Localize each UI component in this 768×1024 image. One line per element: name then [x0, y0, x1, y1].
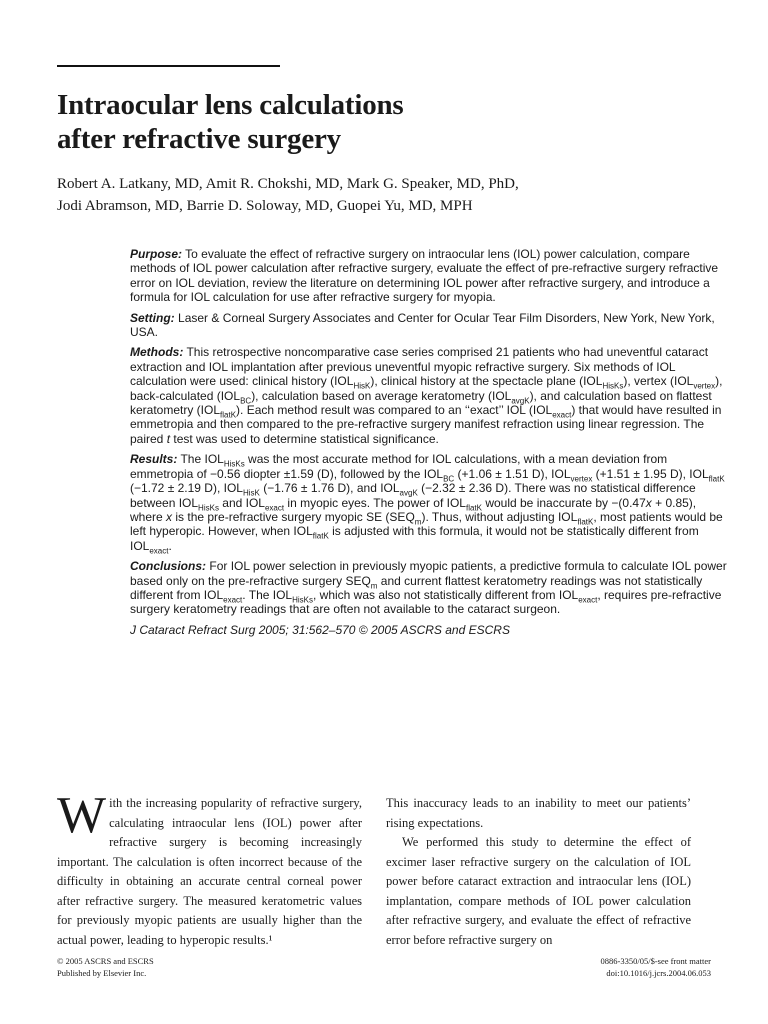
- abstract-results: [130, 452, 728, 556]
- body-column-left: [57, 787, 362, 950]
- footer-issn: 0886-3350/05/$-see front matter: [600, 956, 711, 966]
- methods-label: Methods:: [130, 345, 184, 360]
- body-paragraph-2: This inaccuracy leads to an inability to meet our patients’ rising expectations.: [386, 796, 691, 830]
- body-paragraph-3: We performed this study to determine the effect of excimer laser refractive surgery on the calculation of IOL power before cataract extraction and intraocular lens (IOL) implantation, compare methods of IOL power calculation after refractive surgery, and evaluate the effect of refractive error before refractive surgery on: [386, 835, 691, 947]
- results-text: The $IOL_{HisKs}$ was the most accurate method for IOL calculations, with a mean deviation from emmetropia of −0.56 diopter ±1.59 (D), followed by the $IOL_{BC}$ (+1.06 ± 1.51 D), $IOL_{vertex}$ (+1.51 ± 1.95 D), $IOL_{flatK}$ (−1.72 ± 2.19 D), $IOL_{HisK}$ (−1.76 ± 1.76 D), and $IOL_{avgK}$ (−2.32 ± 2.36 D). There was no statistical difference between $IOL_{HisKs}$ and $IOL_{exact}$ in myopic eyes. The power of $IOL_{flatK}$ would be inaccurate by −(0.47x + 0.85), where x is the pre-refractive surgery myopic SE $(SEQ_m)$. Thus, without adjusting $IOL_{flatK}$, most patients would be left hyperopic. However, when $IOL_{flatK}$ is adjusted with this formula, it would not be statistically different from $IOL_{exact}$.: [130, 452, 725, 556]
- body-column-right: [386, 794, 691, 950]
- abstract: [130, 247, 728, 643]
- setting-text: Laser & Corneal Surgery Associates and Center for Ocular Tear Film Disorders, New York, New York, USA.: [130, 310, 715, 340]
- purpose-label: Purpose:: [130, 247, 183, 261]
- footer-doi: doi:10.1016/j.jcrs.2004.06.053: [606, 968, 711, 978]
- purpose-text: To evaluate the effect of refractive surgery on intraocular lens (IOL) power calculation, compare methods of IOL power calculation after refractive surgery, evaluate the effect of pre-refractive surgery refractive error on IOL deviation, review the literature on determining IOL power after refractive surgery, and introduce a formula for IOL calculation for use after refractive surgery for myopia.: [130, 247, 719, 305]
- authors-line-2: Jodi Abramson, MD, Barrie D. Soloway, MD, Guopei Yu, MD, MPH: [57, 198, 473, 214]
- author-list: [57, 173, 717, 217]
- title-line-2: after refractive surgery: [57, 123, 341, 155]
- abstract-conclusions: [130, 559, 728, 617]
- drop-cap: W: [57, 787, 107, 844]
- conclusions-label: Conclusions:: [130, 559, 207, 574]
- title-line-1: Intraocular lens calculations: [57, 89, 404, 121]
- footer-right: [601, 955, 711, 979]
- body-paragraph-1: [57, 787, 362, 950]
- setting-label: Setting:: [130, 310, 175, 325]
- results-label: Results:: [130, 452, 178, 467]
- abstract-methods: [130, 345, 728, 446]
- authors-line-1: Robert A. Latkany, MD, Amit R. Chokshi, MD, Mark G. Speaker, MD, PhD,: [57, 176, 519, 192]
- abstract-setting: [130, 311, 728, 340]
- body-paragraph-1-text: ith the increasing popularity of refractive surgery, calculating intraocular lens (IOL) power after refractive surgery is becoming increasingly important. The calculation is often incorrect because of the difficulty in obtaining an accurate central corneal power after refractive surgery. The measured keratometric values for previously myopic patients are usually higher than the actual power, leading to hyperopic results.¹: [57, 796, 362, 947]
- footer-copyright: © 2005 ASCRS and ESCRS: [57, 956, 154, 966]
- conclusions-text: For IOL power selection in previously myopic patients, a predictive formula to calculate IOL power based only on the pre-refractive surgery $SEQ_m$ and current flattest keratometry readings was not statistically different from $IOL_{exact}$. The $IOL_{HisKs}$, which was also not statistically different from $IOL_{exact}$, requires pre-refractive surgery keratometry readings that are often not available to the cataract surgeon.: [130, 559, 727, 617]
- abstract-purpose: [130, 247, 728, 305]
- footer-publisher: Published by Elsevier Inc.: [57, 968, 147, 978]
- journal-citation: J Cataract Refract Surg 2005; 31:562–570 © 2005 ASCRS and ESCRS: [130, 622, 510, 637]
- article-title: [57, 88, 617, 156]
- title-rule: [57, 65, 280, 67]
- footer-left: [57, 955, 154, 979]
- methods-text: This retrospective noncomparative case series comprised 21 patients who had uneventful cataract extraction and IOL implantation after previous uneventful myopic refractive surgery. Six methods of IOL calculation were used: clinical history $(IOL_{HisK})$, clinical history at the spectacle plane $(IOL_{HisKs})$, vertex $(IOL_{vertex})$, back-calculated $(IOL_{BC})$, calculation based on average keratometry $(IOL_{avgK})$, and calculation based on flattest keratometry $(IOL_{flatK})$. Each method result was compared to an ‘‘exact’’ IOL $(IOL_{exact})$ that would have resulted in emmetropia and then compared to the pre-refractive surgery manifest refraction using linear regression. The paired t test was used to determine statistical significance.: [130, 345, 723, 446]
